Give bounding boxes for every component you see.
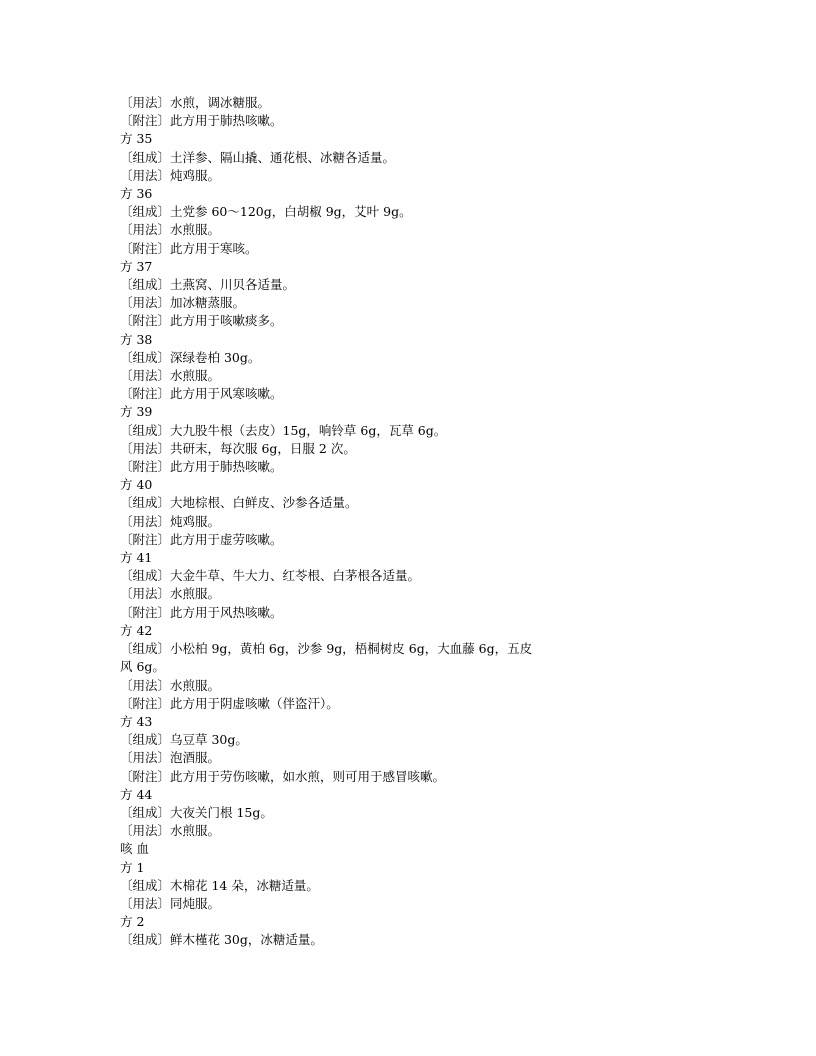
document-body — [120, 94, 580, 950]
formula-heading: 方 42 — [120, 622, 153, 638]
composition-line: 〔组成〕木棉花 14 朵，冰糖适量。 — [120, 877, 319, 893]
formula-heading: 方 35 — [120, 131, 153, 147]
formula-heading: 方 44 — [120, 786, 153, 802]
composition-line: 〔组成〕乌豆草 30g。 — [120, 732, 248, 748]
note-line: 〔附注〕此方用于劳伤咳嗽，如水煎，则可用于感冒咳嗽。 — [120, 768, 446, 784]
usage-line: 〔用法〕泡酒服。 — [120, 750, 221, 766]
note-line: 〔附注〕此方用于阴虚咳嗽（伴盗汗）。 — [120, 695, 339, 711]
usage-line: 〔用法〕水煎服。 — [120, 586, 221, 602]
composition-line: 〔组成〕深绿卷柏 30g。 — [120, 349, 261, 365]
note-line: 〔附注〕此方用于肺热咳嗽。 — [120, 113, 283, 129]
composition-line: 〔组成〕大夜关门根 15g。 — [120, 804, 273, 820]
formula-heading: 方 39 — [120, 404, 153, 420]
usage-line: 〔用法〕水煎服。 — [120, 823, 221, 839]
composition-line: 〔组成〕大金牛草、牛大力、红苓根、白茅根各适量。 — [120, 568, 421, 584]
usage-line: 〔用法〕水煎，调冰糖服。 — [120, 95, 271, 110]
formula-heading: 方 1 — [120, 859, 145, 875]
usage-line: 〔用法〕同炖服。 — [120, 895, 221, 911]
composition-line: 〔组成〕土洋参、隔山撬、通花根、冰糖各适量。 — [120, 149, 396, 165]
usage-line: 〔用法〕水煎服。 — [120, 222, 221, 238]
note-line: 〔附注〕此方用于风热咳嗽。 — [120, 604, 283, 620]
formula-heading: 方 40 — [120, 477, 153, 493]
usage-line: 〔用法〕炖鸡服。 — [120, 513, 221, 529]
usage-line: 〔用法〕共研末，每次服 6g，日服 2 次。 — [120, 440, 356, 456]
composition-line: 〔组成〕鲜木槿花 30g，冰糖适量。 — [120, 932, 323, 948]
formula-heading: 方 38 — [120, 331, 153, 347]
text-line: 风 6g。 — [120, 659, 165, 675]
note-line: 〔附注〕此方用于风寒咳嗽。 — [120, 386, 283, 402]
composition-line: 〔组成〕土党参 60～120g，白胡椒 9g，艾叶 9g。 — [120, 204, 412, 220]
composition-line: 〔组成〕小松柏 9g，黄柏 6g，沙参 9g，梧桐树皮 6g，大血藤 6g，五皮 — [120, 641, 533, 657]
note-line: 〔附注〕此方用于肺热咳嗽。 — [120, 459, 283, 475]
composition-line: 〔组成〕土燕窝、川贝各适量。 — [120, 277, 296, 293]
usage-line: 〔用法〕加冰糖蒸服。 — [120, 295, 246, 311]
formula-heading: 方 36 — [120, 186, 153, 202]
composition-line: 〔组成〕大九股牛根（去皮）15g，响铃草 6g，瓦草 6g。 — [120, 422, 447, 438]
usage-line: 〔用法〕水煎服。 — [120, 677, 221, 693]
formula-heading: 方 41 — [120, 550, 153, 566]
usage-line: 〔用法〕炖鸡服。 — [120, 167, 221, 183]
formula-heading: 方 37 — [120, 258, 153, 274]
usage-line: 〔用法〕水煎服。 — [120, 368, 221, 384]
note-line: 〔附注〕此方用于咳嗽痰多。 — [120, 313, 283, 329]
composition-line: 〔组成〕大地棕根、白鲜皮、沙参各适量。 — [120, 495, 358, 511]
note-line: 〔附注〕此方用于寒咳。 — [120, 240, 258, 256]
section-heading: 咳 血 — [120, 841, 149, 857]
note-line: 〔附注〕此方用于虚劳咳嗽。 — [120, 531, 283, 547]
formula-heading: 方 2 — [120, 914, 145, 930]
formula-heading: 方 43 — [120, 713, 153, 729]
